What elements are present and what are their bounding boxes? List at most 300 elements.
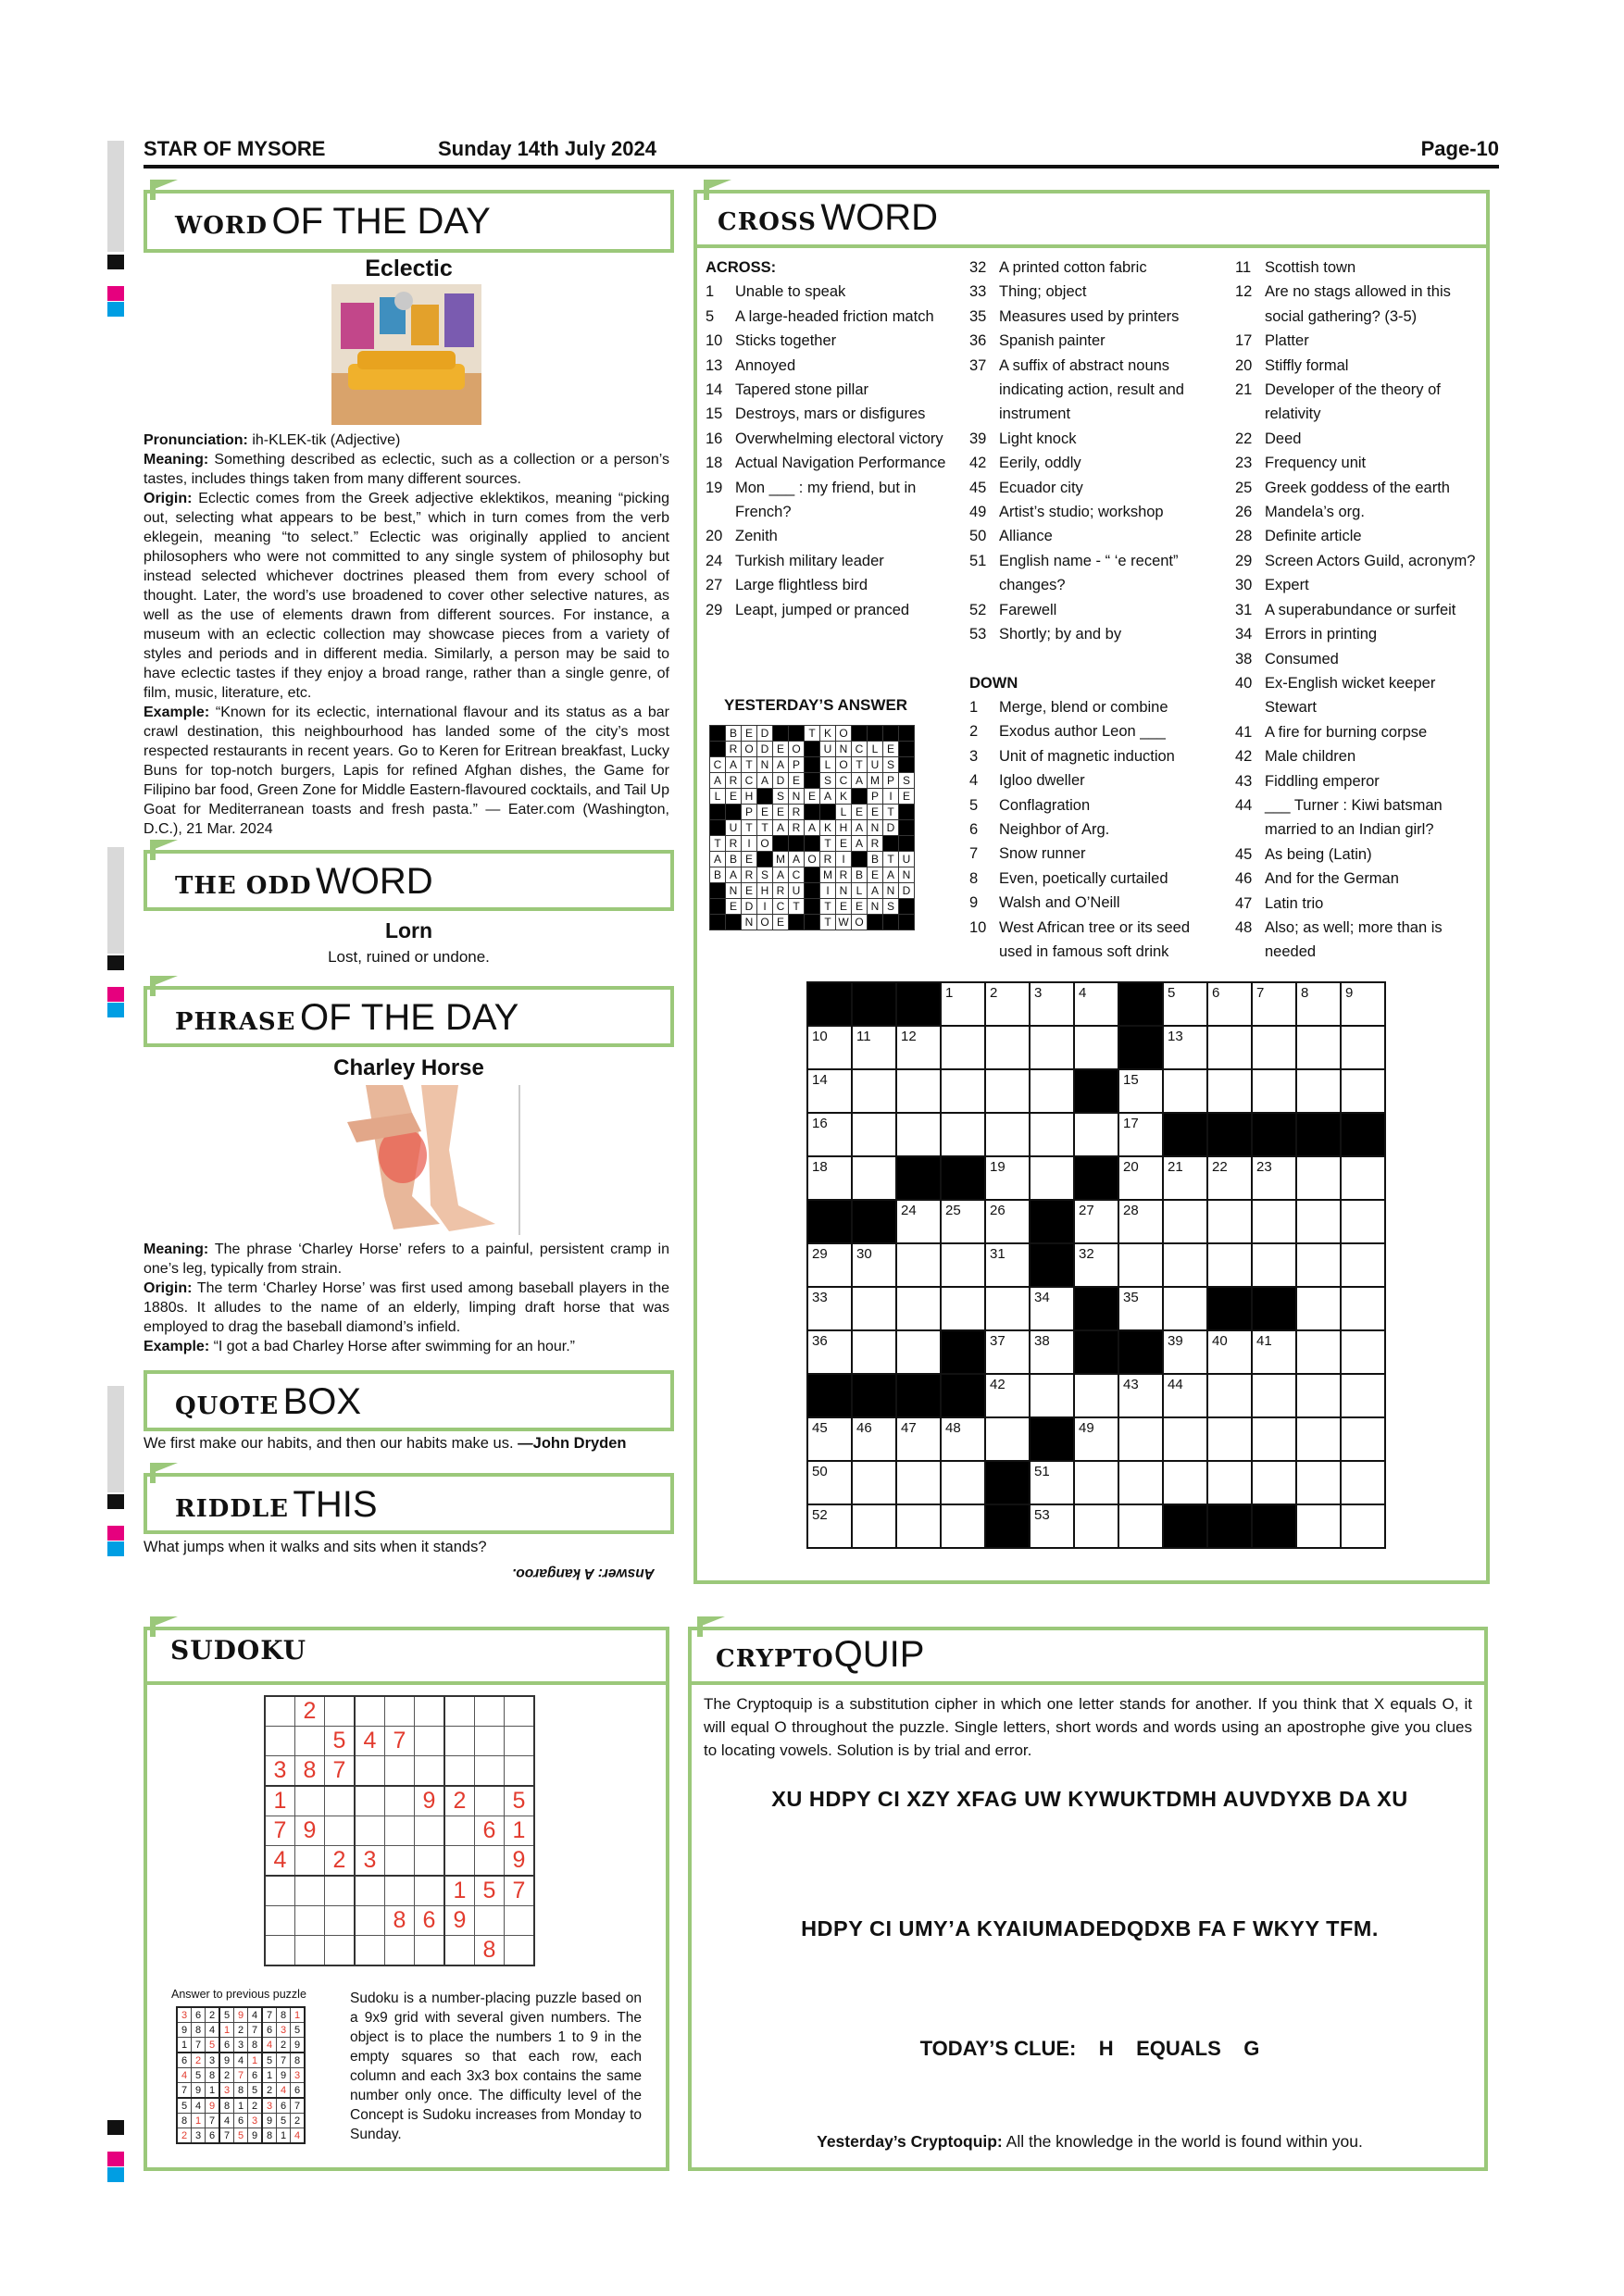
sudoku-cell[interactable] [325, 1936, 356, 1966]
clue-number: 1 [706, 283, 715, 301]
sudoku-cell[interactable] [295, 1876, 325, 1906]
answer-cell: O [789, 742, 805, 757]
crossword-cell[interactable] [807, 1287, 852, 1330]
sudoku-cell[interactable] [385, 1876, 415, 1906]
crossword-cell[interactable] [1296, 1200, 1341, 1243]
clue-text: Measures used by printers [999, 307, 1180, 325]
crossword-cell[interactable] [1118, 1374, 1163, 1417]
crossword-cell[interactable] [1207, 1069, 1252, 1113]
crossword-cell[interactable] [1118, 1461, 1163, 1504]
sudoku-answer-cell: 8 [177, 2114, 192, 2128]
crossword-cell[interactable] [807, 1113, 852, 1156]
crossword-cell[interactable] [985, 1069, 1030, 1113]
crossword-cell[interactable] [896, 1200, 941, 1243]
crossword-cell[interactable] [941, 982, 985, 1026]
crossword-cell[interactable] [1207, 1026, 1252, 1069]
crossword-cell[interactable] [852, 1069, 896, 1113]
sudoku-cell[interactable] [415, 1876, 445, 1906]
crossword-cell[interactable] [1207, 1461, 1252, 1504]
crossword-cell[interactable] [1030, 1026, 1074, 1069]
crossword-row [807, 1156, 1385, 1200]
crossword-cell[interactable] [1118, 1200, 1163, 1243]
crossword-cell[interactable] [1030, 1374, 1074, 1417]
answer-cell: S [883, 757, 899, 773]
sudoku-cell[interactable] [415, 1756, 445, 1787]
sudoku-cell[interactable] [475, 1756, 505, 1787]
crossword-cell[interactable] [1030, 1069, 1074, 1113]
sudoku-row [177, 2038, 305, 2053]
across-clue [969, 305, 1218, 329]
sudoku-answer-cell: 7 [192, 2038, 206, 2053]
sudoku-cell[interactable] [415, 1846, 445, 1877]
answer-cell: P [868, 789, 883, 805]
sudoku-cell[interactable] [505, 1696, 535, 1727]
crossword-cell[interactable] [1341, 1287, 1385, 1330]
crossword-cell[interactable] [852, 1156, 896, 1200]
sudoku-cell[interactable] [444, 1936, 475, 1966]
crossword-cell[interactable] [896, 1243, 941, 1287]
crossword-cell[interactable] [1163, 1069, 1207, 1113]
clue-number: 16 [706, 430, 723, 447]
sudoku-cell[interactable] [475, 1696, 505, 1727]
crossword-cell[interactable] [1341, 1504, 1385, 1548]
crossword-cell[interactable] [1030, 1461, 1074, 1504]
sudoku-cell[interactable] [295, 1846, 325, 1877]
answer-row [710, 915, 915, 930]
crossword-cell[interactable] [985, 1156, 1030, 1200]
crossword-cell[interactable] [852, 1287, 896, 1330]
crossword-cell[interactable] [1207, 1374, 1252, 1417]
clue-text: A large-headed friction match [735, 307, 934, 325]
sudoku-answer-cell: 4 [262, 2038, 277, 2053]
sudoku-cell[interactable] [385, 1756, 415, 1787]
answer-cell: S [820, 773, 836, 789]
crossword-cell[interactable] [1074, 1461, 1118, 1504]
sudoku-cell[interactable] [475, 1727, 505, 1756]
down-clue [969, 867, 1218, 891]
answer-cell: D [757, 726, 773, 742]
crossword-cell[interactable] [807, 1504, 852, 1548]
crossword-cell[interactable] [807, 1461, 852, 1504]
clue-number: 47 [1235, 894, 1253, 912]
crossword-cell[interactable] [1074, 1113, 1118, 1156]
sudoku-cell[interactable] [415, 1696, 445, 1727]
cell-number: 45 [812, 1420, 828, 1436]
crossword-cell[interactable] [1118, 1417, 1163, 1461]
crossword-cell[interactable] [941, 1243, 985, 1287]
crossword-cell[interactable] [1207, 982, 1252, 1026]
crossword-cell[interactable] [1296, 1069, 1341, 1113]
crossword-cell[interactable] [896, 1330, 941, 1374]
sudoku-cell[interactable] [505, 1906, 535, 1936]
crossword-cell[interactable] [941, 1417, 985, 1461]
sudoku-row [265, 1786, 534, 1816]
crossword-cell[interactable] [1341, 1243, 1385, 1287]
sudoku-cell[interactable] [325, 1906, 356, 1936]
crossword-cell[interactable] [1030, 1156, 1074, 1200]
cell-number: 5 [1168, 985, 1176, 1001]
crossword-cell[interactable] [1030, 1504, 1074, 1548]
cell-number: 52 [812, 1507, 828, 1523]
clue-text: Stiffly formal [1265, 356, 1349, 374]
clue-number: 46 [1235, 870, 1253, 888]
crossword-cell[interactable] [896, 1287, 941, 1330]
sudoku-cell: 7 [505, 1876, 535, 1906]
clue-number: 37 [969, 356, 987, 374]
clue-text: Definite article [1265, 528, 1362, 545]
crossword-cell[interactable] [807, 1243, 852, 1287]
crossword-cell[interactable] [1074, 1417, 1118, 1461]
crossword-cell[interactable] [1118, 1504, 1163, 1548]
clue-number: 5 [706, 307, 715, 325]
crossword-cell[interactable] [896, 1417, 941, 1461]
crossword-cell[interactable] [1030, 982, 1074, 1026]
crossword-cell[interactable] [1341, 1026, 1385, 1069]
crossword-cell[interactable] [1074, 1200, 1118, 1243]
sudoku-cell: 4 [355, 1727, 385, 1756]
clue-number: 10 [969, 918, 987, 936]
answer-cell: S [757, 867, 773, 883]
crossword-cell[interactable] [985, 1417, 1030, 1461]
crossword-cell[interactable] [1296, 1287, 1341, 1330]
answer-row [710, 852, 915, 867]
crossword-cell[interactable] [1296, 1330, 1341, 1374]
sudoku-cell[interactable] [295, 1786, 325, 1816]
sudoku-answer-cell: 5 [219, 2007, 234, 2023]
crossword-cell[interactable] [1252, 1461, 1296, 1504]
crossword-cell[interactable] [1118, 1287, 1163, 1330]
crossword-cell[interactable] [852, 1504, 896, 1548]
crossword-cell[interactable] [941, 1069, 985, 1113]
crossword-cell[interactable] [985, 1330, 1030, 1374]
answer-cell: I [742, 836, 757, 852]
sudoku-row [265, 1876, 534, 1906]
answer-cell: D [899, 883, 915, 899]
sudoku-cell[interactable] [385, 1846, 415, 1877]
clue-text: Developer of the theory of relativity [1265, 381, 1441, 423]
header-tag: THE ODD [175, 872, 312, 900]
crossword-cell[interactable] [1163, 1287, 1207, 1330]
crossword-cell[interactable] [1341, 1417, 1385, 1461]
crossword-cell[interactable] [1207, 1200, 1252, 1243]
crossword-cell[interactable] [852, 1330, 896, 1374]
sudoku-cell[interactable] [295, 1727, 325, 1756]
clue-text: Consumed [1265, 650, 1339, 668]
crossword-cell[interactable] [941, 1113, 985, 1156]
answer-cell: A [852, 773, 868, 789]
crossword-black-cell [807, 1200, 852, 1243]
crossword-cell[interactable] [807, 1417, 852, 1461]
crossword-cell[interactable] [1163, 1243, 1207, 1287]
sudoku-cell[interactable] [355, 1876, 385, 1906]
sudoku-cell[interactable] [355, 1696, 385, 1727]
crossword-cell[interactable] [1252, 1417, 1296, 1461]
cell-number: 41 [1256, 1333, 1272, 1349]
crossword-cell[interactable] [1163, 1374, 1207, 1417]
crossword-cell[interactable] [1074, 1374, 1118, 1417]
sudoku-answer-cell: 6 [277, 2098, 291, 2114]
crossword-black-cell [807, 982, 852, 1026]
sudoku-cell[interactable] [385, 1786, 415, 1816]
crossword-cell[interactable] [985, 1200, 1030, 1243]
crossword-cell[interactable] [985, 1243, 1030, 1287]
crossword-cell[interactable] [807, 1156, 852, 1200]
sudoku-cell[interactable] [355, 1816, 385, 1846]
crossword-cell[interactable] [1296, 1026, 1341, 1069]
crossword-cell[interactable] [1163, 1200, 1207, 1243]
sudoku-cell[interactable] [415, 1936, 445, 1966]
header-tag: SUDOKU [170, 1635, 307, 1666]
answer-black-cell [868, 726, 883, 742]
sudoku-header [170, 1635, 306, 1666]
sudoku-cell[interactable] [325, 1786, 356, 1816]
crossword-cell[interactable] [1252, 1200, 1296, 1243]
header-tag: QUOTE [175, 1392, 280, 1420]
sudoku-cell[interactable] [444, 1756, 475, 1787]
down-clue [1235, 476, 1485, 500]
crossword-cell[interactable] [1341, 1330, 1385, 1374]
sudoku-cell: 1 [444, 1876, 475, 1906]
crossword-cell[interactable] [1252, 1156, 1296, 1200]
sudoku-cell[interactable] [415, 1816, 445, 1846]
answer-cell: E [773, 742, 789, 757]
clue-text: Neighbor of Arg. [999, 820, 1110, 838]
sudoku-answer-cell: 2 [277, 2038, 291, 2053]
crossword-cell[interactable] [1341, 1156, 1385, 1200]
sudoku-answer-cell: 2 [262, 2083, 277, 2099]
sudoku-cell[interactable] [415, 1727, 445, 1756]
cell-number: 24 [901, 1203, 917, 1218]
crossword-cell[interactable] [1252, 982, 1296, 1026]
crossword-cell[interactable] [1030, 1287, 1074, 1330]
sudoku-cell[interactable] [325, 1876, 356, 1906]
answer-cell: C [836, 773, 852, 789]
crossword-cell[interactable] [1118, 1113, 1163, 1156]
crossword-cell[interactable] [1163, 1461, 1207, 1504]
crossword-cell[interactable] [1252, 1069, 1296, 1113]
sudoku-cell[interactable] [295, 1936, 325, 1966]
sudoku-answer-cell: 9 [248, 2128, 263, 2144]
crossword-cell[interactable] [1207, 1330, 1252, 1374]
crossword-cell[interactable] [1296, 1374, 1341, 1417]
sudoku-answer-cell: 8 [219, 2098, 234, 2114]
answer-cell: A [710, 773, 726, 789]
crossword-cell[interactable] [1030, 1330, 1074, 1374]
crossword-cell[interactable] [1296, 982, 1341, 1026]
sudoku-cell[interactable] [475, 1846, 505, 1877]
crossword-black-cell [1118, 1026, 1163, 1069]
crossword-cell[interactable] [1207, 1417, 1252, 1461]
crossword-black-cell [1296, 1113, 1341, 1156]
crossword-cell[interactable] [941, 1461, 985, 1504]
clue-text: Eerily, oddly [999, 455, 1081, 472]
crossword-cell[interactable] [985, 1287, 1030, 1330]
crossword-cell[interactable] [985, 1026, 1030, 1069]
reg-black [107, 255, 124, 269]
crossword-cell[interactable] [852, 1243, 896, 1287]
reg-black [107, 1494, 124, 1509]
clue-number: 8 [969, 869, 979, 887]
sudoku-cell[interactable] [505, 1936, 535, 1966]
sudoku-cell[interactable] [444, 1727, 475, 1756]
sudoku-cell[interactable] [355, 1786, 385, 1816]
crossword-cell[interactable] [896, 1026, 941, 1069]
crossword-cell[interactable] [1118, 1069, 1163, 1113]
crossword-cell[interactable] [1163, 1417, 1207, 1461]
crossword-cell[interactable] [1296, 1504, 1341, 1548]
crossword-cell[interactable] [1074, 1243, 1118, 1287]
crossword-cell[interactable] [807, 1330, 852, 1374]
crossword-cell[interactable] [941, 1287, 985, 1330]
crossword-cell[interactable] [985, 1374, 1030, 1417]
answer-cell: E [726, 789, 742, 805]
sudoku-answer-cell: 4 [277, 2083, 291, 2099]
answer-cell: E [805, 789, 820, 805]
cell-number: 4 [1079, 985, 1087, 1001]
sudoku-cell[interactable] [265, 1876, 295, 1906]
header-tag: PHRASE [175, 1008, 296, 1036]
sudoku-cell: 1 [265, 1786, 295, 1816]
sudoku-answer-cell: 8 [234, 2083, 248, 2099]
crossword-cell[interactable] [1118, 1243, 1163, 1287]
across-clue [969, 256, 1218, 280]
crossword-cell[interactable] [1118, 1156, 1163, 1200]
crossword-cell[interactable] [1163, 1156, 1207, 1200]
sudoku-cell[interactable] [325, 1816, 356, 1846]
sudoku-cell: 9 [444, 1906, 475, 1936]
sudoku-cell[interactable] [385, 1696, 415, 1727]
crossword-cell[interactable] [1163, 1330, 1207, 1374]
answer-cell: T [757, 820, 773, 836]
crossword-cell[interactable] [1296, 1156, 1341, 1200]
sudoku-cell[interactable] [444, 1696, 475, 1727]
crossword-cell[interactable] [807, 1069, 852, 1113]
crossword-cell[interactable] [1341, 1200, 1385, 1243]
clue-text: A superabundance or surfeit [1265, 601, 1456, 618]
clue-number: 19 [706, 479, 723, 496]
sudoku-cell[interactable] [265, 1906, 295, 1936]
sudoku-cell[interactable] [385, 1936, 415, 1966]
crossword-black-cell [1163, 1113, 1207, 1156]
clue-text: Farewell [999, 601, 1057, 618]
answer-cell: K [820, 726, 836, 742]
crossword-cell[interactable] [1252, 1374, 1296, 1417]
sudoku-cell[interactable] [295, 1906, 325, 1936]
answer-cell: A [726, 757, 742, 773]
answer-black-cell [868, 915, 883, 930]
clue-text: Walsh and O’Neill [999, 894, 1120, 912]
crossword-cell[interactable] [896, 1069, 941, 1113]
answer-cell: H [742, 789, 757, 805]
answer-cell: A [757, 773, 773, 789]
crossword-cell[interactable] [896, 1113, 941, 1156]
crossword-cell[interactable] [852, 1026, 896, 1069]
sudoku-cell: 5 [325, 1727, 356, 1756]
cell-number: 53 [1034, 1507, 1050, 1523]
sudoku-cell[interactable] [505, 1727, 535, 1756]
crossword-row [807, 1374, 1385, 1417]
answer-cell: D [773, 773, 789, 789]
crossword-cell[interactable] [1074, 982, 1118, 1026]
sudoku-cell[interactable] [355, 1756, 385, 1787]
cell-number: 43 [1123, 1377, 1139, 1392]
sudoku-answer-cell: 1 [234, 2098, 248, 2114]
crossword-black-cell [1074, 1287, 1118, 1330]
sudoku-cell[interactable] [265, 1727, 295, 1756]
crossword-cell[interactable] [1296, 1417, 1341, 1461]
crossword-cell[interactable] [941, 1026, 985, 1069]
crossword-cell[interactable] [1163, 1026, 1207, 1069]
crossword-cell[interactable] [1074, 1504, 1118, 1548]
sudoku-cell[interactable] [265, 1696, 295, 1727]
crossword-cell[interactable] [1252, 1330, 1296, 1374]
sudoku-cell[interactable] [355, 1936, 385, 1966]
crossword-black-cell [1074, 1069, 1118, 1113]
sudoku-cell[interactable] [355, 1906, 385, 1936]
sudoku-cell[interactable] [325, 1696, 356, 1727]
sudoku-cell[interactable] [265, 1936, 295, 1966]
crossword-cell[interactable] [1252, 1243, 1296, 1287]
sudoku-cell[interactable] [444, 1816, 475, 1846]
crossword-cell[interactable] [1341, 1461, 1385, 1504]
clue-number: 7 [969, 845, 979, 863]
crossword-cell[interactable] [941, 1200, 985, 1243]
reg-black [107, 2120, 124, 2135]
clue-number: 51 [969, 552, 987, 569]
crossword-cell[interactable] [1074, 1026, 1118, 1069]
answer-cell: E [868, 805, 883, 820]
crossword-cell[interactable] [941, 1504, 985, 1548]
crossword-cell[interactable] [1163, 982, 1207, 1026]
crossword-cell[interactable] [1296, 1461, 1341, 1504]
crossword-cell[interactable] [852, 1461, 896, 1504]
crossword-cell[interactable] [985, 982, 1030, 1026]
answer-cell: A [805, 820, 820, 836]
crossword-cell[interactable] [1207, 1156, 1252, 1200]
crossword-cell[interactable] [896, 1461, 941, 1504]
crossword-cell[interactable] [896, 1504, 941, 1548]
crossword-cell[interactable] [807, 1026, 852, 1069]
crossword-cell[interactable] [1341, 982, 1385, 1026]
answer-cell: D [742, 899, 757, 915]
crossword-black-cell [941, 1156, 985, 1200]
crossword-cell[interactable] [1341, 1374, 1385, 1417]
sudoku-cell[interactable] [505, 1756, 535, 1787]
crossword-cell[interactable] [985, 1113, 1030, 1156]
clue-text: Screen Actors Guild, acronym? [1265, 552, 1476, 569]
crossword-cell[interactable] [1296, 1243, 1341, 1287]
cryptoquip-line-1: XU HDPY CI XZY XFAG UW KYWUKTDMH AUVDYXB DA XU [771, 1787, 1408, 1811]
answer-cell: E [742, 852, 757, 867]
down-clue [969, 744, 1218, 768]
quote-text: We first make our habits, and then our habits make us. —John Dryden [144, 1435, 627, 1452]
answer-black-cell [773, 836, 789, 852]
crossword-cell[interactable] [852, 1113, 896, 1156]
sudoku-cell[interactable] [475, 1786, 505, 1816]
down-clue [969, 695, 1218, 719]
crossword-cell[interactable] [1252, 1026, 1296, 1069]
down-clue [1235, 524, 1485, 548]
crossword-cell[interactable] [852, 1417, 896, 1461]
crossword-cell[interactable] [1341, 1069, 1385, 1113]
sudoku-cell[interactable] [475, 1906, 505, 1936]
crossword-black-cell [1341, 1113, 1385, 1156]
sudoku-cell[interactable] [385, 1816, 415, 1846]
crossword-row [807, 1287, 1385, 1330]
crossword-cell[interactable] [1030, 1113, 1074, 1156]
crossword-cell[interactable] [1207, 1243, 1252, 1287]
sudoku-cell[interactable] [444, 1846, 475, 1877]
